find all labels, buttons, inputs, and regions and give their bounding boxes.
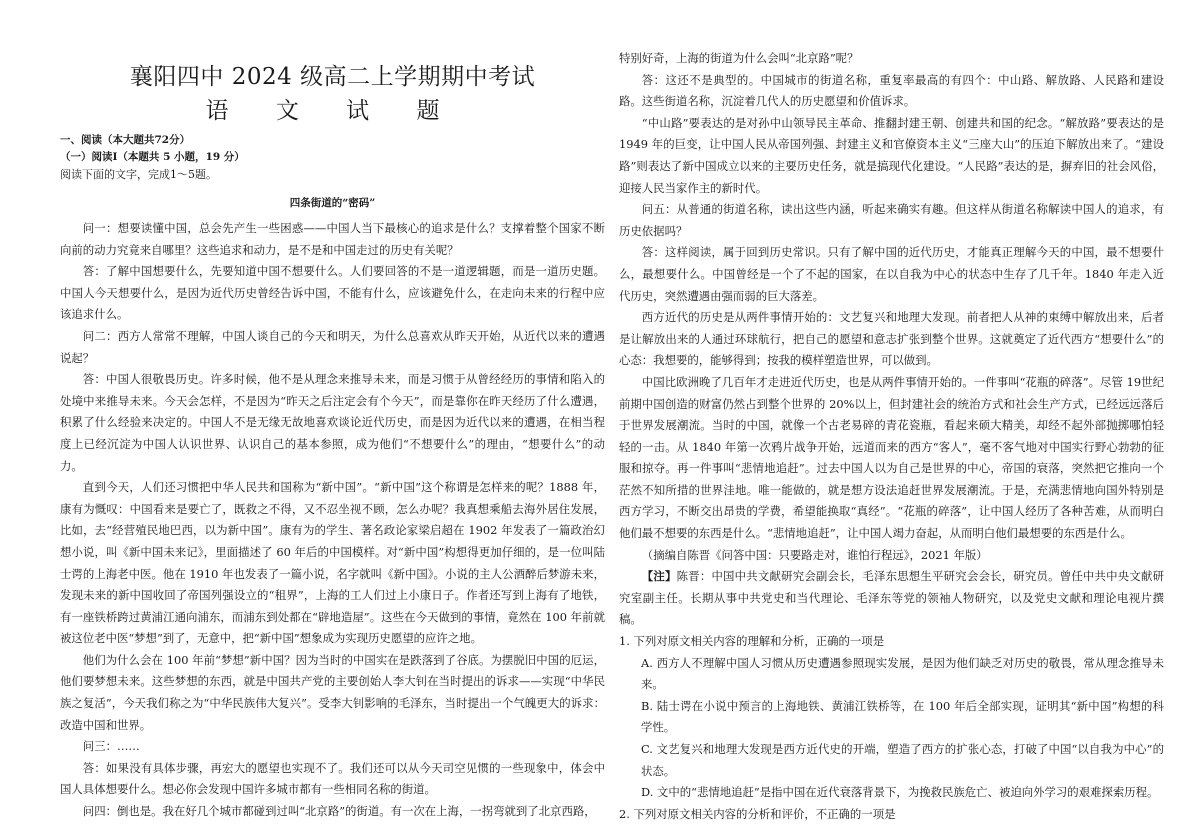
article-title: 四条街道的“密码” (289, 197, 376, 209)
author-note (619, 566, 1164, 631)
paragraph: 答：这还不是典型的。中国城市的街道名称，重复率最高的有四个：中山路、解放路、人民路和建设路。这些街道名称，沉淀着几代人的历史愿望和价值诉求。 (619, 72, 1164, 109)
source-citation: （摘编自陈晋《问答中国：只要路走对，谁怕行程远》，2021 年版） (641, 547, 988, 562)
section-heading: 一、阅读（本大题共72分） (60, 134, 191, 146)
left-column (60, 48, 605, 832)
question-option: C. 文艺复兴和地理大发现是西方近代史的开端，塑造了西方的扩张心态，打破了中国“以自我为中心”的状态。 (641, 742, 1164, 778)
note-label: 【注】 (641, 569, 677, 584)
question-option: B. 陆士谔在小说中预言的上海地铁、黄浦江铁桥等，在 100 年后全部实现，证明其“新中国”构想的科学性。 (641, 698, 1164, 735)
paragraph: 答：中国人很敬畏历史。许多时候，他不是从理念来推导未来，而是习惯于从曾经经历的事情和陷入的处境中来推导未来。今天会怎样，不是因为“昨天之后注定会有个今天”，而是靠你在昨天经历了什么遭遇，积累了什么经验来决定的。中国人不是无缘无故地喜欢谈论近代历史，而是因为近代以来的遭遇，在相当程度上已经沉淀为中国人认识世界、认识自己的基本参照，成为他们“不想要什么”的理由，“想要什么”的动力。 (60, 372, 605, 473)
paragraph: 答：如果没有具体步骤，再宏大的愿望也实现不了。我们还可以从今天司空见惯的一些现象中，体会中国人具体想要什么。想必你会发现中国许多城市都有一些相同名称的街道。 (60, 760, 605, 797)
question-stem: 2. 下列对原文相关内容的分析和评价，不正确的一项是 (619, 806, 896, 821)
paragraph: 答：了解中国想要什么，先要知道中国不想要什么。人们要回答的不是一道逻辑题，而是一道历史题。中国人今天想要什么，是因为近代历史曾经告诉中国，不能有什么，应该避免什么，在走向未来的行程中应该追求什么。 (60, 264, 605, 322)
reading-instruction: 阅读下面的文字，完成1～5题。 (60, 168, 217, 181)
paragraph: 问三：…… (82, 739, 140, 754)
paragraph: 问五：从普通的街道名称，读出这些内涵，听起来确实有趣。但这样从街道名称解读中国人的追求，有历史依据吗？ (619, 202, 1164, 238)
paragraph: 问四：倒也是。我在好几个城市都碰到过叫“北京路”的街道。有一次在上海，一拐弯就到了北京西路， (82, 804, 596, 819)
paragraph: 直到今天，人们还习惯把中华人民共和国称为“新中国”。“新中国”这个称谓是怎样来的呢？1888 年，康有为慨叹：中国看来是要亡了，既救之不得，又不忍坐视不顾，怎么办呢？我真想乘船去海外居住发展，比如，去“经营殖民地巴西，以为新中国”。康有为的学生、著名政论家梁启超在 1902 年发表了一篇政治幻想小说，叫《新中国未来记》，里面描述了 60 年后的中国模样。对“新中国”构想得更加仔细的，是一位叫陆士谔的上海老中医。他在 1910 年也发表了一篇小说，名字就叫《新中国》。小说的主人公酒醉后梦游未来，发现未来的新中国收回了帝国列强设立的“租界”，上海的工人们过上小康日子。作者还写到上海有了地铁，有一座铁桥跨过黄浦江通向浦东，而浦东到处都在“辟地造屋”。这些在今天做到的事情，竟然在 100 年前就被这位老中医“梦想”到了，无意中，把“新中国”想象成为实现历史愿望的应许之地。 (60, 480, 605, 646)
paragraph: 他们为什么会在 100 年前“梦想”新中国？因为当时的中国实在是跌落到了谷底。为摆脱旧中国的厄运，他们要梦想未来。这些梦想的东西，就是中国共产党的主要创始人李大钊在当时提出的诉求——实现“中华民族之复活”，今天我们称之为“中华民族伟大复兴”。受李大钊影响的毛泽东，当时提出一个气魄更大的诉求：改造中国和世界。 (60, 652, 605, 732)
paragraph: 问二：西方人常常不理解，中国人谈自己的今天和明天，为什么总喜欢从昨天开始，从近代以来的遭遇说起？ (60, 328, 605, 365)
note-text: 陈晋：中国中共文献研究会副会长，毛泽东思想生平研究会会长，研究员。曾任中共中央文献研究室副主任。长期从事中共党史和当代理论、毛泽东等党的领袖人物研究，以及党史文献和理论电视片撰稿。 (619, 569, 1164, 627)
exam-subject: 语 文 试 题 (205, 98, 460, 124)
paragraph: 中国比欧洲晚了几百年才走进近代历史，也是从两件事情开始的。一件事叫“花瓶的碎落”。尽管 19世纪前期中国创造的财富仍然占到整个世界的 20%以上，但封建社会的统治方式和社会生产方式，已经远远落后于世界发展潮流。当时的中国，就像一个古老易碎的青花瓷瓶，看起来硕大精美，却经不起外部抛掷哪怕轻轻的一击。从 1840 年第一次鸦片战争开始，远道而来的西方“客人”，毫不客气地对中国实行野心勃勃的征服和掠夺。再一件事叫“悲情地追赶”。过去中国人以为自己是世界的中心，帝国的衰落，突然把它推向一个茫然不知所措的世界洼地。唯一能做的，就是想方设法追赶世界发展潮流。于是，充满悲情地向国外特别是西方学习，不断交出昂贵的学费，希望能换取“真经”。“花瓶的碎落”，让中国人经历了各种苦难，从而明白他们最不想要的东西是什么。“悲情地追赶”，让中国人竭力奋起，从而明白他们最想要的东西是什么。 (619, 374, 1164, 541)
subsection-heading: （一）阅读Ⅰ（本题共 5 小题，19 分） (60, 151, 245, 163)
paragraph: “中山路”要表达的是对孙中山领导民主革命、推翻封建王朝、创建共和国的纪念。“解放路”要表达的是 1949 年的巨变，让中国人民从帝国列强、封建主义和官僚资本主义“三座大山”的压迫下解放出来了。“建设路”则表达了新中国成立以来的主要历史任务，就是搞现代化建设。“人民路”表达的是，摒弃旧的社会风俗，迎接人民当家作主的新时代。 (619, 115, 1164, 195)
paragraph: 问一：想要读懂中国，总会先产生一些困惑——中国人当下最核心的追求是什么？支撑着整个国家不断向前的动力究竟来自哪里？这些追求和动力，是不是和中国走过的历史有关呢？ (60, 221, 605, 257)
paragraph: 特别好奇，上海的街道为什么会叫“北京路”呢？ (619, 51, 859, 65)
paragraph: 西方近代的历史是从两件事情开始的：文艺复兴和地理大发现。前者把人从神的束缚中解放出来，后者是让解放出来的人通过环球航行，把自己的愿望和意志扩张到整个世界。这就奠定了近代西方“想要什么”的心态：我想要的，能够得到；按我的模样塑造世界，可以做到。 (619, 310, 1164, 368)
exam-title: 襄阳四中 2024 级高二上学期期中考试 (129, 64, 536, 90)
question-stem: 1. 下列对原文相关内容的理解和分析，正确的一项是 (619, 634, 885, 649)
paragraph: 答：这样阅读，属于回到历史常识。只有了解中国的近代历史，才能真正理解今天的中国，最不想要什么，最想要什么。中国曾经是一个了不起的国家，在以自我为中心的状态中生存了几千年。1840 年走入近代历史，突然遭遇由强而弱的巨大落差。 (619, 245, 1164, 303)
right-column (619, 48, 1164, 832)
question-option: A. 西方人不理解中国人习惯从历史遭遇参照现实发展，是因为他们缺乏对历史的敬畏，常从理念推导未来。 (641, 655, 1164, 692)
question-option: D. 文中的“悲情地追赶”是指中国在近代衰落背景下，为挽救民族危亡、被迫向外学习的艰难探索历程。 (641, 785, 1159, 800)
